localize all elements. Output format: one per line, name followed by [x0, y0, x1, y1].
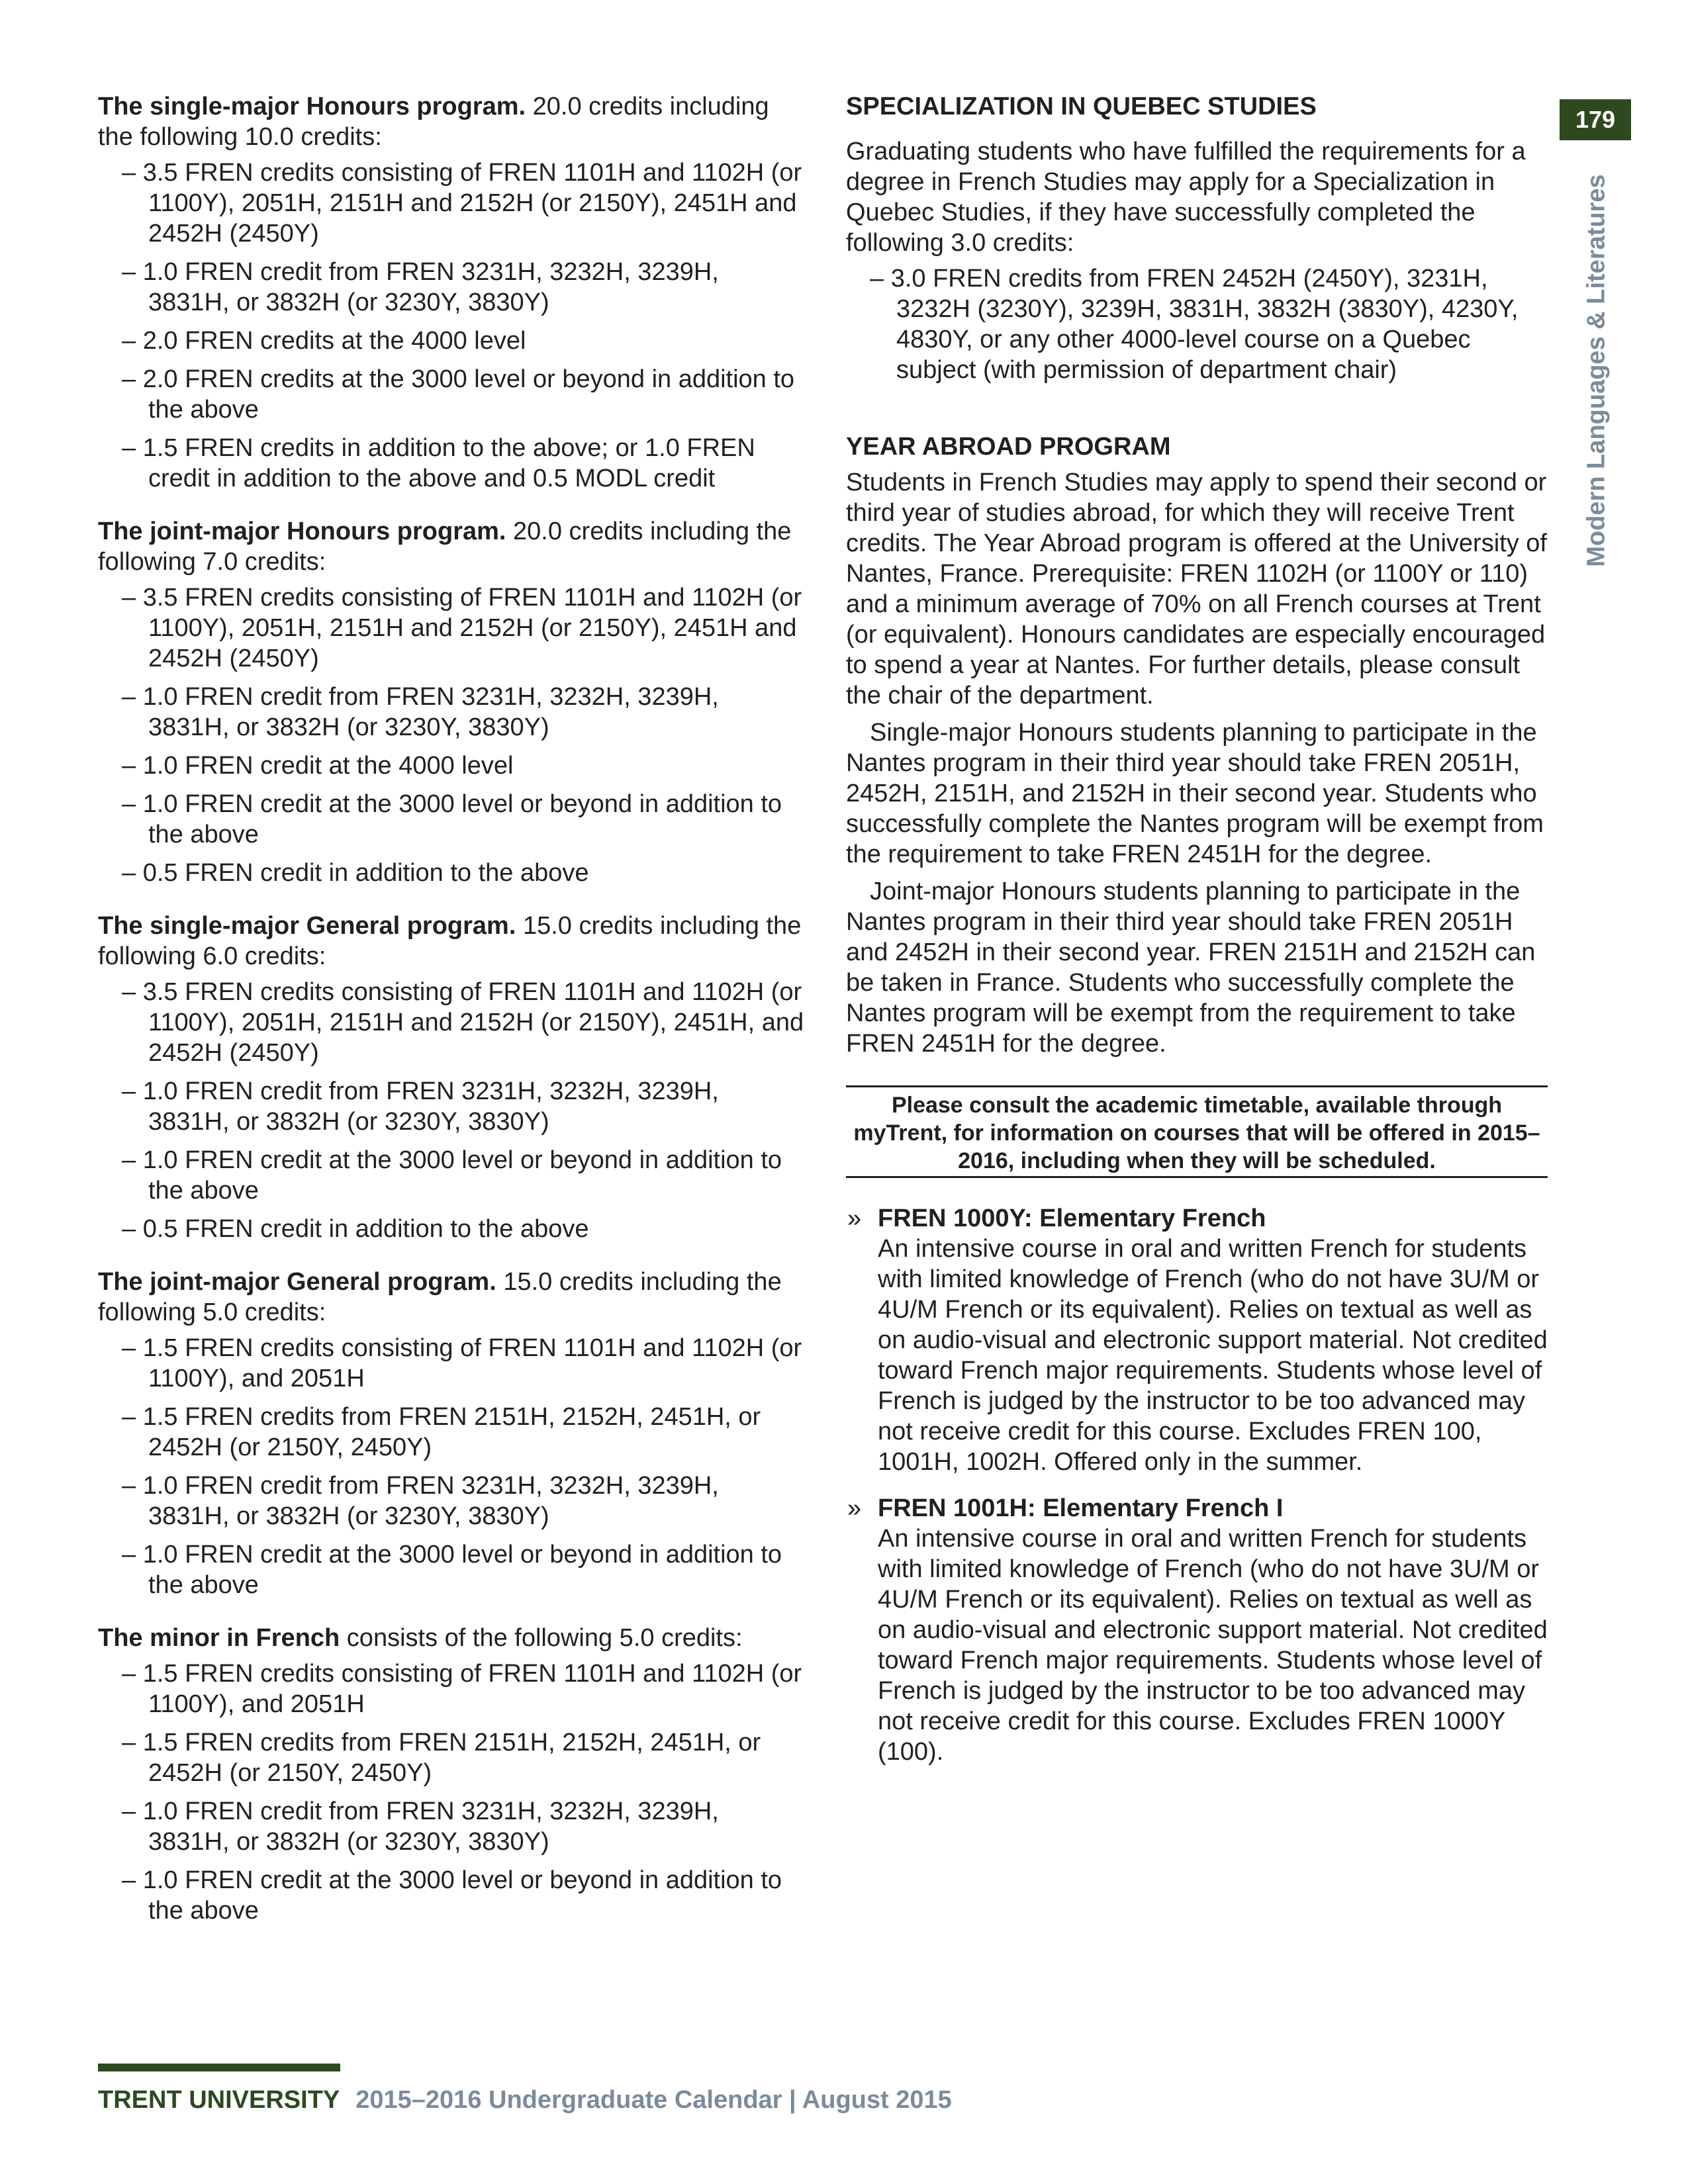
requirement-item: – 1.0 FREN credit at the 3000 level or beyond in addition to the above [98, 1539, 806, 1600]
course-description: An intensive course in oral and written French for students with limited knowledge of French (who do not have 3U/M or 4U/M French or its equivalent). Relies on textual as well as on audio-visual and electronic support material. Not credited toward French major requirements. Students whose level of French is judged by the instructor to be too advanced may not receive credit for this course. Excludes FREN 100, 1001H, 1002H. Offered only in the summer. [878, 1235, 1548, 1476]
section-paragraph: Joint-major Honours students planning to participate in the Nantes program in their third year should take FREN 2051H and 2452H in their second year. FREN 2151H and 2152H can be taken in France. Students who successfully complete the Nantes program will be exempt from the requirement to take FREN 2451H for the degree. [846, 878, 1536, 1058]
requirement-item: – 3.5 FREN credits consisting of FREN 1101H and 1102H (or 1100Y), 2051H, 2151H and 2152H (or 2150Y), 2451H and 2452H (2450Y) [98, 582, 806, 674]
chevron-bullet-icon: » [847, 1494, 862, 1522]
program-summary: 15.0 credits including the following 6.0 credits: [98, 912, 802, 970]
program-title: The minor in French [98, 1624, 340, 1652]
program-title: The single-major General program. [98, 912, 516, 940]
program-heading [98, 91, 806, 152]
section-paragraph: Single-major Honours students planning to participate in the Nantes program in their third year should take FREN 2051H, 2452H, 2151H, and 2152H in their second year. Students who successfully complete the Nantes program will be exempt from the requirement to take FREN 2451H for the degree. [846, 719, 1544, 868]
footer-rule [98, 2064, 340, 2071]
quebec-studies-section [846, 91, 1548, 385]
requirement-item: – 1.5 FREN credits from FREN 2151H, 2152H, 2451H, or 2452H (or 2150Y, 2450Y) [98, 1727, 806, 1788]
program-title: The single-major Honours program. [98, 93, 526, 120]
right-column [846, 91, 1548, 1783]
requirement-item: – 1.0 FREN credit from FREN 3231H, 3232H, 3239H, 3831H, or 3832H (or 3230Y, 3830Y) [98, 1471, 806, 1531]
page-number: 179 [1575, 106, 1616, 133]
year-abroad-section [846, 432, 1548, 1059]
requirement-item: – 1.0 FREN credit from FREN 3231H, 3232H, 3239H, 3831H, or 3832H (or 3230Y, 3830Y) [98, 682, 806, 743]
requirement-item: – 1.0 FREN credit at the 3000 level or beyond in addition to the above [98, 1145, 806, 1206]
program-summary: consists of the following 5.0 credits: [340, 1624, 743, 1652]
requirement-item: – 1.0 FREN credit at the 3000 level or beyond in addition to the above [98, 789, 806, 850]
requirement-list [98, 158, 806, 494]
program-single-major-general [98, 911, 806, 1244]
requirement-item: – 1.0 FREN credit from FREN 3231H, 3232H, 3239H, 3831H, or 3832H (or 3230Y, 3830Y) [98, 1076, 806, 1137]
requirement-item: – 1.0 FREN credit from FREN 3231H, 3232H, 3239H, 3831H, or 3832H (or 3230Y, 3830Y) [98, 257, 806, 318]
section-heading: YEAR ABROAD PROGRAM [846, 433, 1171, 461]
requirement-list [98, 1659, 806, 1926]
program-summary: 15.0 credits including the following 5.0 credits: [98, 1268, 782, 1326]
footer-calendar: 2015–2016 Undergraduate Calendar | August 2015 [355, 2086, 952, 2114]
requirement-list [98, 582, 806, 888]
program-title: The joint-major Honours program. [98, 518, 506, 545]
program-single-major-honours [98, 91, 806, 494]
program-summary: 20.0 credits including the following 7.0 credits: [98, 518, 792, 576]
program-heading [98, 911, 806, 972]
left-column [98, 91, 806, 1948]
course-title: FREN 1000Y: Elementary French [878, 1205, 1266, 1232]
course-entry [846, 1493, 1548, 1767]
requirement-item: – 2.0 FREN credits at the 3000 level or beyond in addition to the above [98, 364, 806, 425]
program-heading [98, 1623, 806, 1653]
section-paragraph: Students in French Studies may apply to spend their second or third year of studies abroad, for which they will receive Trent credits. The Year Abroad program is offered at the University of Nantes, France. Prerequisite: FREN 1102H (or 1100Y or 110) and a minimum average of 70% on all French courses at Trent (or equivalent). Honours candidates are especially encouraged to spend a year at Nantes. For further details, please consult the chair of the department. [846, 469, 1547, 709]
requirement-item: – 3.5 FREN credits consisting of FREN 1101H and 1102H (or 1100Y), 2051H, 2151H and 2152H (or 2150Y), 2451H and 2452H (2450Y) [98, 158, 806, 249]
requirement-item: – 1.5 FREN credits in addition to the above; or 1.0 FREN credit in addition to the above and 0.5 MODL credit [98, 433, 806, 494]
course-description: An intensive course in oral and written French for students with limited knowledge of French (who do not have 3U/M or 4U/M French or its equivalent). Relies on textual as well as on audio-visual and electronic support material. Not credited toward French major requirements. Students whose level of French is judged by the instructor to be too advanced may not receive credit for this course. Excludes FREN 1000Y (100). [878, 1525, 1548, 1766]
section-heading: SPECIALIZATION IN QUEBEC STUDIES [846, 93, 1317, 120]
program-summary: 20.0 credits including the following 10.0 credits: [98, 93, 769, 151]
course-entry [846, 1203, 1548, 1477]
requirement-list [846, 263, 1548, 385]
requirement-item: – 1.0 FREN credit from FREN 3231H, 3232H, 3239H, 3831H, or 3832H (or 3230Y, 3830Y) [98, 1796, 806, 1857]
program-heading [98, 1267, 806, 1328]
timetable-notice: Please consult the academic timetable, available through myTrent, for information on courses that will be offered in 2015–2016, including when they will be scheduled. [846, 1085, 1548, 1178]
requirement-item: – 3.0 FREN credits from FREN 2452H (2450Y), 3231H, 3232H (3230Y), 3239H, 3831H, 3832H (3830Y), 4230Y, 4830Y, or any other 4000-level course on a Quebec subject (with permission of department chair) [846, 263, 1548, 385]
requirement-list [98, 1333, 806, 1600]
requirement-list [98, 977, 806, 1244]
requirement-item: – 1.0 FREN credit at the 4000 level [98, 751, 806, 781]
program-heading [98, 516, 806, 577]
page-number-tab [1560, 99, 1631, 140]
program-joint-major-general [98, 1267, 806, 1600]
chevron-bullet-icon: » [847, 1205, 862, 1232]
requirement-item: – 1.5 FREN credits consisting of FREN 1101H and 1102H (or 1100Y), and 2051H [98, 1333, 806, 1394]
requirement-item: – 3.5 FREN credits consisting of FREN 1101H and 1102H (or 1100Y), 2051H, 2151H and 2152H (or 2150Y), 2451H, and 2452H (2450Y) [98, 977, 806, 1068]
footer-university: TRENT UNIVERSITY [98, 2086, 340, 2114]
requirement-item: – 1.5 FREN credits from FREN 2151H, 2152H, 2451H, or 2452H (or 2150Y, 2450Y) [98, 1402, 806, 1463]
program-minor-french [98, 1623, 806, 1926]
course-title: FREN 1001H: Elementary French I [878, 1494, 1284, 1522]
requirement-item: – 0.5 FREN credit in addition to the above [98, 1214, 806, 1244]
requirement-item: – 1.0 FREN credit at the 3000 level or beyond in addition to the above [98, 1865, 806, 1926]
requirement-item: – 0.5 FREN credit in addition to the above [98, 858, 806, 888]
section-side-label: Modern Languages & Literatures [1582, 174, 1611, 567]
section-paragraph: Graduating students who have fulfilled the requirements for a degree in French Studies may apply for a Specialization in Quebec Studies, if they have successfully completed the following 3.0 credits: [846, 138, 1526, 257]
requirement-item: – 1.5 FREN credits consisting of FREN 1101H and 1102H (or 1100Y), and 2051H [98, 1659, 806, 1719]
program-title: The joint-major General program. [98, 1268, 496, 1296]
program-joint-major-honours [98, 516, 806, 888]
page-footer [98, 2085, 952, 2115]
requirement-item: – 2.0 FREN credits at the 4000 level [98, 326, 806, 356]
